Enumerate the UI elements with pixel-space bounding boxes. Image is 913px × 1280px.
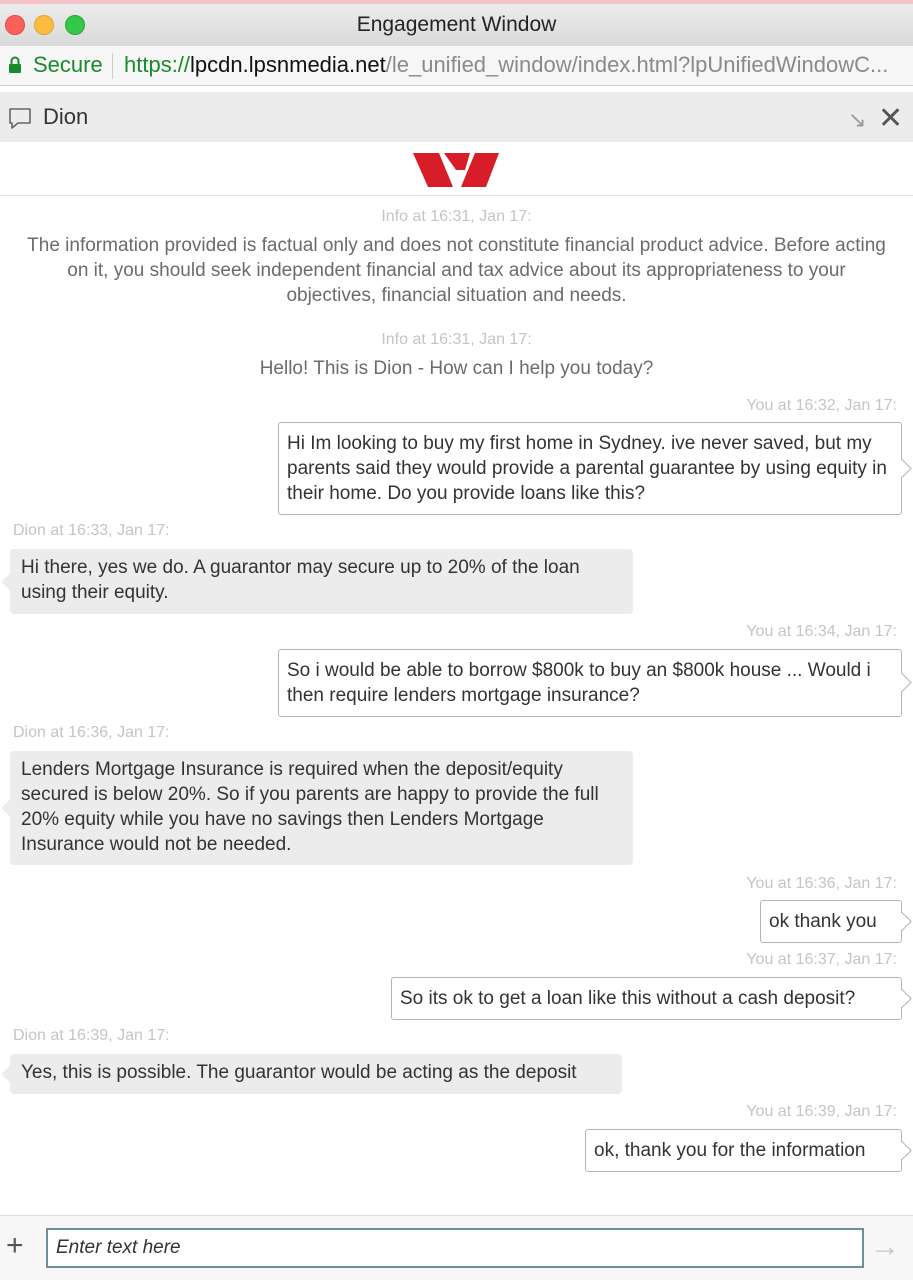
visitor-message: So i would be able to borrow $800k to buy an $800k house ... Would i then require lenders mortgage insurance?	[278, 649, 902, 717]
visitor-message: ok, thank you for the information	[585, 1129, 902, 1172]
chat-header	[0, 92, 913, 142]
message-timestamp: Dion at 16:33, Jan 17:	[13, 522, 170, 539]
agent-message: Hi there, yes we do. A guarantor may secure up to 20% of the loan using their equity.	[10, 549, 633, 614]
message-timestamp: You at 16:39, Jan 17:	[746, 1103, 897, 1120]
visitor-message: So its ok to get a loan like this without a cash deposit?	[391, 977, 902, 1020]
info-timestamp: Info at 16:31, Jan 17:	[381, 331, 532, 348]
lock-icon	[8, 56, 22, 74]
message-timestamp: Dion at 16:39, Jan 17:	[13, 1027, 170, 1044]
agent-message: Lenders Mortgage Insurance is required when the deposit/equity secured is below 20%. So if you parents are happy to provide the full 20% equity while you have no savings then Lenders Mortgage Insurance would not be needed.	[10, 751, 633, 865]
arrow-right-icon[interactable]: →	[870, 1230, 900, 1263]
window-title: Engagement Window	[356, 13, 557, 36]
message-timestamp: You at 16:32, Jan 17:	[746, 397, 897, 414]
minimize-icon[interactable]: ↘	[848, 107, 867, 132]
message-input[interactable]	[46, 1228, 864, 1268]
composer-bar	[0, 1215, 913, 1280]
message-timestamp: You at 16:34, Jan 17:	[746, 623, 897, 640]
agent-message: Yes, this is possible. The guarantor would be acting as the deposit	[10, 1054, 622, 1094]
visitor-message: ok thank you	[760, 900, 902, 943]
info-timestamp: Info at 16:31, Jan 17:	[381, 208, 532, 225]
plus-icon[interactable]: +	[6, 1229, 24, 1262]
message-timestamp: You at 16:37, Jan 17:	[746, 951, 897, 968]
address-bar[interactable]	[0, 46, 913, 86]
agent-name: Dion	[43, 104, 89, 129]
url-host: lpcdn.lpsnmedia.net	[190, 52, 386, 77]
window-titlebar	[0, 0, 913, 46]
url-protocol: https://	[124, 52, 191, 77]
bank-logo	[413, 150, 501, 190]
message-timestamp: Dion at 16:36, Jan 17:	[13, 724, 170, 741]
speech-bubble-icon	[8, 107, 32, 131]
info-message: The information provided is factual only and does not constitute financial product advice. Before acting on it, you should seek independent financial and tax advice about its appropriateness to your objectives, financial situation and needs.	[27, 235, 886, 306]
message-timestamp: You at 16:36, Jan 17:	[746, 875, 897, 892]
address-separator	[112, 53, 113, 79]
info-message: Hello! This is Dion - How can I help you today?	[259, 358, 654, 379]
url-path: /le_unified_window/index.html?lpUnifiedWindowC...	[385, 52, 889, 77]
url-text[interactable]	[124, 52, 888, 78]
secure-label: Secure	[33, 52, 103, 77]
close-icon[interactable]: ✕	[878, 102, 904, 135]
header-divider	[0, 195, 913, 196]
visitor-message: Hi Im looking to buy my first home in Sydney. ive never saved, but my parents said they would provide a parental guarantee by using equity in their home. Do you provide loans like this?	[278, 422, 902, 515]
